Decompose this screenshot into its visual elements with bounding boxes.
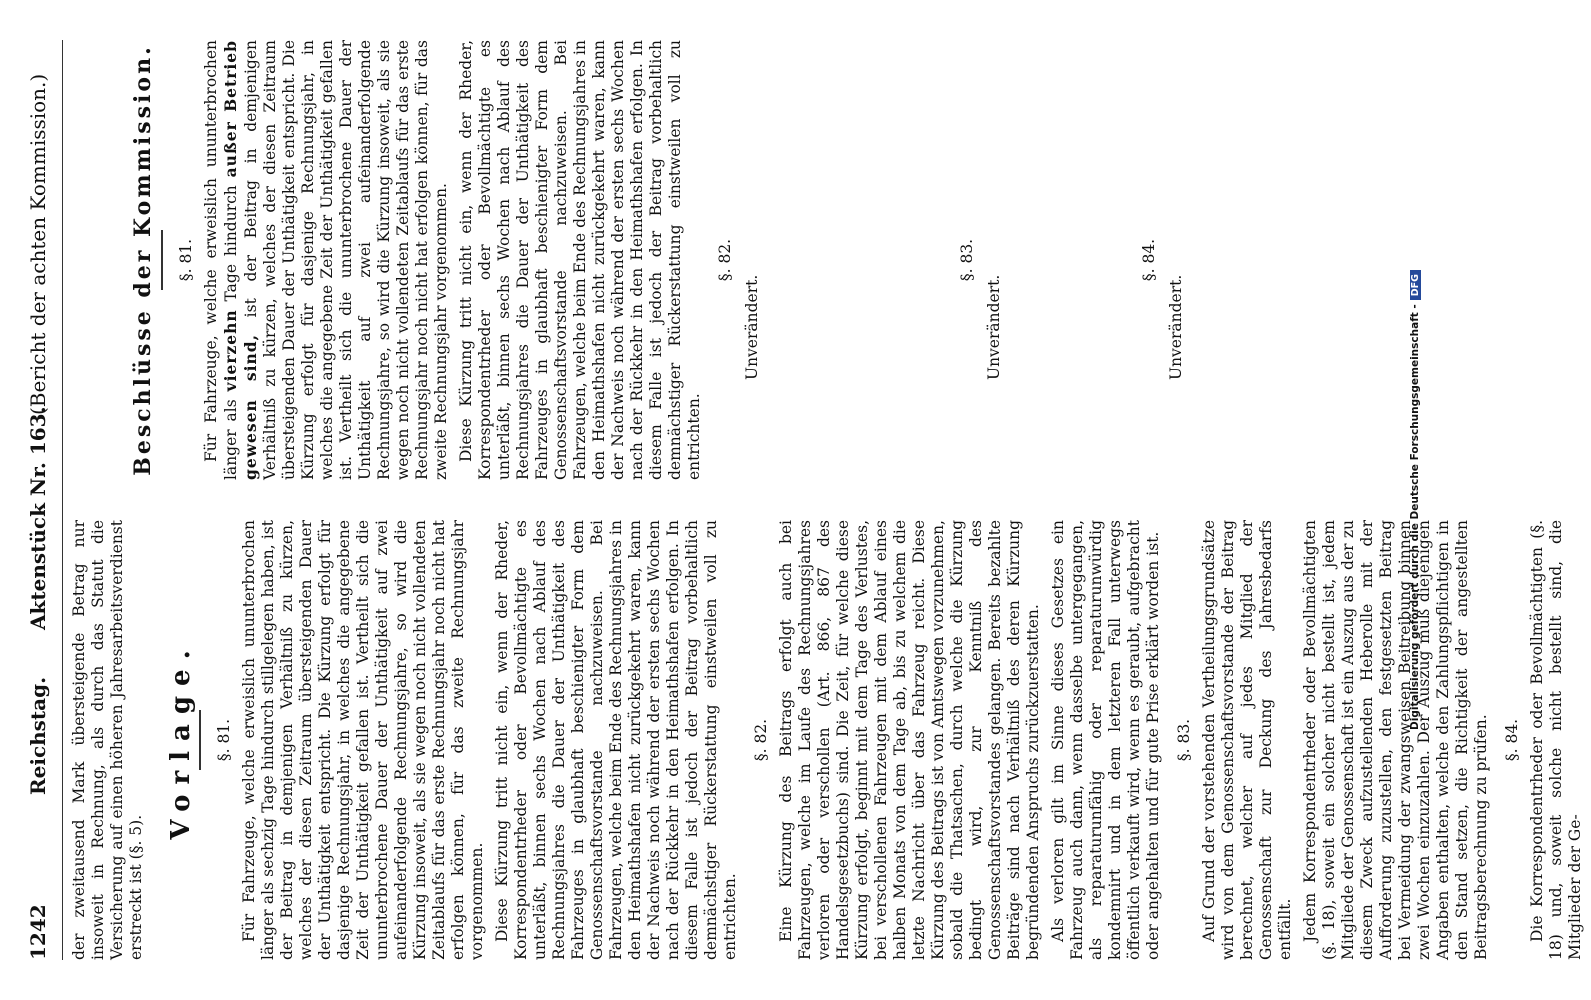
section-82-heading: §. 82. [752,718,770,762]
text-run: Tage hindurch [222,185,240,302]
header-rule [62,40,63,960]
section-81-paragraph-1: Für Fahrzeuge, welche erweislich ununterbrochen länger als sechzig Tage hindurch stillgelegen haben, ist der Beitrag in demjenigen Verhältniß zu kürzen, welches der diesen Zeitraum übersteigenden Dauer der Unthätigkeit entspricht. Die Kürzung erfolgt für dasjenige Rechnungsjahr, in welches die angegebene Zeit der Unthätigkeit gefallen ist. Vertheilt sich die ununterbrochene Dauer der Unthätigkeit auf zwei aufeinanderfolgende Rechnungsjahre, so wird die Kürzung insoweit, als sie wegen noch nicht vollendeten Zeitablaufs für das erste Rechnungsjahr noch nicht hat erfolgen können, für das zweite Rechnungsjahr vorgenommen. [240,520,486,960]
section-84-paragraph-1: Die Korrespondentrheder oder Bevollmächtigten (§. 18) und, soweit solche nicht bestellt sind, die Mitglieder der Ge- [1528,520,1584,960]
section-82-paragraph-1: Eine Kürzung des Beitrags erfolgt auch bei Fahrzeugen, welche im Laufe des Rechnungsjahres verloren oder verschollen (Art. 866, 867 des Handelsgesetzbuchs) sind. Die Zeit, für welche diese Kürzung erfolgt, beginnt mit dem Tage des Verlustes, bei verschollenen Fahrzeugen mit dem Ablauf eines halben Monats von dem Tage ab, bis zu welchem die letzte Nachricht über das Fahrzeug reicht. Diese Kürzung des Beitrags ist von Amtswegen vorzunehmen, sobald die Thatsachen, durch welche die Kürzung bedingt wird, zur Kenntniß des Genossenschaftsvorstandes gelangen. Bereits bezahlte Beiträge sind nach Verhältniß des deren Kürzung begründenden Anspruchs zurückzuerstatten. [777,520,1042,960]
intro-paragraph: der zweitausend Mark übersteigende Betrag nur insoweit in Rechnung, als durch das Statut die Versicherung auf einen höheren Jahresarbeitsverdienst erstreckt ist (§. 5). [70,520,145,960]
section-83-heading: §. 83. [1175,718,1193,762]
section-82-heading-right: §. 82. [716,238,734,282]
column-vorlage [70,520,1591,960]
section-82-unchanged: Unverändert. [743,274,761,380]
page-number: 1242 [26,904,50,960]
column-beschluesse [70,40,1220,480]
section-82-paragraph-2: Als verloren gilt im Sinne dieses Gesetzes ein Fahrzeug auch dann, wenn dasselbe untergegangen, als reparaturunfähig oder reparaturunwürdig kondemnirt und in dem letzteren Fall unterwegs öffentlich verkauft wird, wenn es geraubt, aufgebracht oder angehalten und für gute Prise erklärt worden ist. [1049,520,1162,960]
section-81-paragraph-2-right: Diese Kürzung tritt nicht ein, wenn der Rheder, Korrespondentrheder oder Bevollmächtigte es unterläßt, binnen sechs Wochen nach Ablauf des Rechnungsjahres die Dauer der Unthätigkeit des Fahrzeuges in glaubhaft beschienigter Form dem Genossenschaftsvorstande nachzuweisen. Bei Fahrzeugen, welche beim Ende des Rechnungsjahres in den Heimathshafen nicht zurückgekehrt waren, kann der Nachweis noch während der ersten sechs Wochen nach der Rückkehr in den Heimathshafen erfolgen. In diesem Falle ist jedoch der Beitrag vorbehaltlich demnächstiger Rückerstattung einstweilen voll zu entrichten. [457,40,703,480]
credit-text: Digitalisierung gefördert durch die Deutsche Forschungsgemeinschaft - [1409,304,1421,730]
text-run: ist der Beitrag in demjenigen Verhältniß zu kürzen, welches der diesen Zeitraum übersteigenden Dauer der Unthätigkeit entspricht. Die Kürzung erfolgt für dasjenige Rechnungsjahr, in welches die angegebene Zeit der Unthätigkeit gefallen ist. Vertheilt sich die ununterbrochene Dauer der Unthätigkeit auf zwei aufeinanderfolgende Rechnungsjahre, so wird die Kürzung insoweit, als sie wegen noch nicht vollendeten Zeitablaufs für das erste Rechnungsjahr noch nicht hat erfolgen können, für das zweite Rechnungsjahr vorgenommen. [242,40,450,480]
section-84-heading-right: §. 84. [1140,238,1158,282]
emphasis-ausser-betrieb: außer Betrieb gewesen sind, [221,40,260,480]
header-report: (Bericht der achten Kommission.) [26,73,50,415]
section-83-paragraph-1: Auf Grund der vorstehenden Vertheilungsgrundsätze wird von dem Genossenschaftsvorstande der Beitrag berechnet, welcher auf jedes Mitglied der Genossenschaft zur Deckung des Jahresbedarfs entfällt. [1200,520,1294,960]
section-81-paragraph-2: Diese Kürzung tritt nicht ein, wenn der Rheder, Korrespondentrheder oder Bevollmächtigte es unterläßt, binnen sechs Wochen nach Ablauf des Rechnungsjahres die Dauer der Unthätigkeit des Fahrzeuges in glaubhaft beschienigter Form dem Genossenschaftsvorstande nachzuweisen. Bei Fahrzeugen, welche beim Ende des Rechnungsjahres in den Heimathshafen nicht zurückgekehrt waren, kann der Nachweis noch während der ersten sechs Wochen nach der Rückkehr in den Heimathshafen erfolgen. In diesem Falle ist jedoch der Beitrag vorbehaltlich demnächstiger Rückerstattung einstweilen voll zu entrichten. [493,520,739,960]
title-rule [199,710,201,770]
beschluesse-title: Beschlüsse der Kommission. [130,44,156,476]
digitization-credit [1404,0,1426,1000]
section-81-heading: §. 81. [215,718,233,762]
text-run: Für Fahrzeuge, welche erweislich ununterbrochen länger als [202,40,240,480]
header-parliament: Reichstag. [26,676,50,795]
dfg-logo: DFG [1410,270,1421,300]
header-document: Aktenstück Nr. 163. [26,406,50,630]
section-83-paragraph-2: Jedem Korrespondentrheder oder Bevollmächtigten (§. 18), soweit ein solcher nicht bestellt ist, jedem Mitgliede der Genossenschaft ist ein Auszug aus der zu diesem Zweck aufzustellenden Heberolle mit der Aufforderung zuzustellen, den festgesetzten Beitrag bei Vermeidung der zwangsweisen Beitreibung binnen zwei Wochen einzuzahlen. Der Auszug muß diejenigen Angaben enthalten, welche den Zahlungspflichtigen in den Stand setzen, die Richtigkeit der angestellten Beitragsberechnung zu prüfen. [1301,520,1490,960]
section-83-heading-right: §. 83. [958,238,976,282]
section-83-unchanged: Unverändert. [985,274,1003,380]
section-84-heading: §. 84. [1503,718,1521,762]
emphasis-vierzehn: vierzehn [221,309,240,392]
vorlage-title: Vorlage. [166,640,196,840]
section-81-heading-right: §. 81. [177,238,195,282]
section-81-paragraph-1-right [202,40,451,480]
section-84-unchanged: Unverändert. [1167,274,1185,380]
page-header [20,40,64,960]
title-rule-right [161,230,163,290]
